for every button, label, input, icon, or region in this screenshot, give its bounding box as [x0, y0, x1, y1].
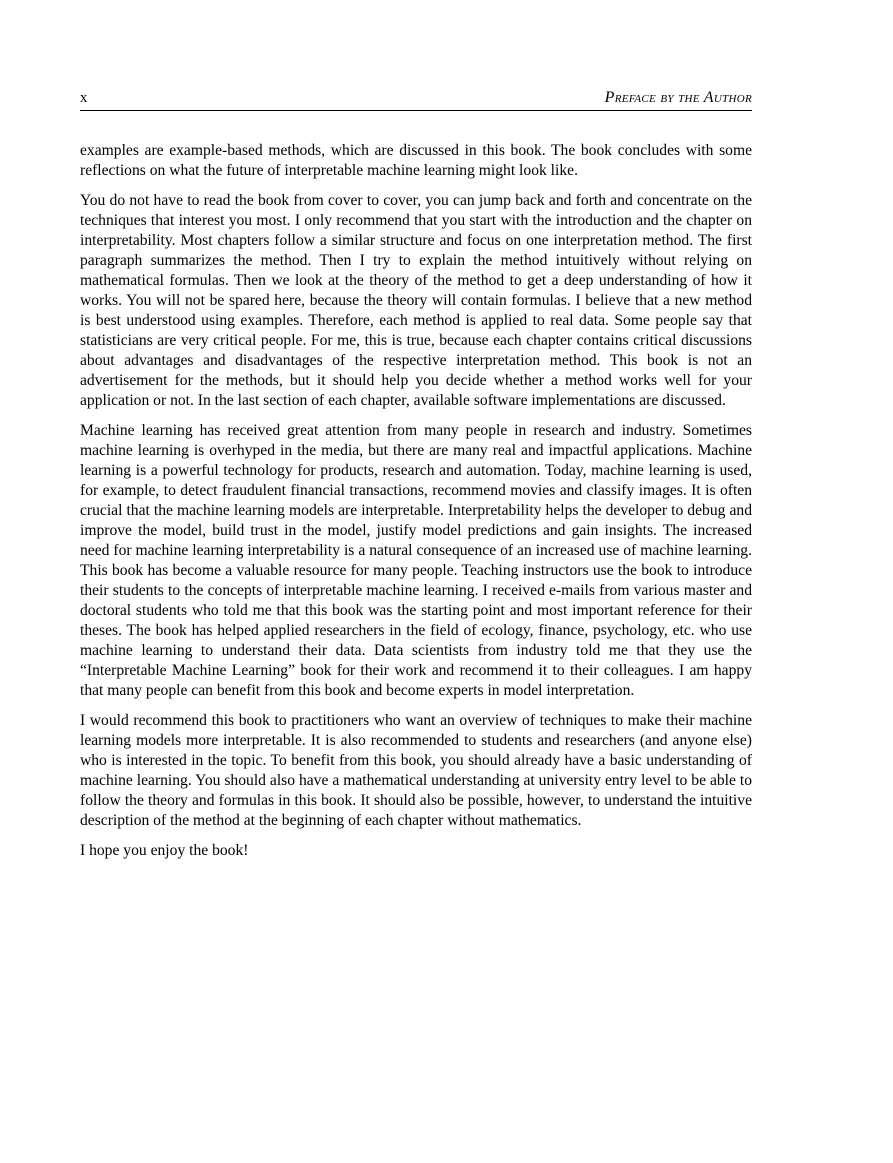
body-text: [80, 141, 752, 861]
paragraph: I would recommend this book to practitioners who want an overview of techniques to make their machine learning models more interpretable. It is also recommended to students and researchers (and anyone else) who is interested in the topic. To benefit from this book, you should already have a basic understanding of machine learning. You should also have a mathematical understanding at university entry level to be able to follow the theory and formulas in this book. It should also be possible, however, to understand the intuitive description of the method at the beginning of each chapter without mathematics.: [80, 712, 752, 829]
book-page: [80, 88, 752, 871]
running-title: Preface by the Author: [604, 89, 752, 106]
paragraph: I hope you enjoy the book!: [80, 842, 249, 859]
running-header: [80, 88, 752, 111]
paragraph: Machine learning has received great attention from many people in research and industry. Sometimes machine learning is overhyped in the media, but there are many real and impactful applications. Machine learning is a powerful technology for products, research and automation. Today, machine learning is used, for example, to detect fraudulent financial transactions, recommend movies and classify images. It is often crucial that the machine learning models are interpretable. Interpretability helps the developer to debug and improve the model, build trust in the model, justify model predictions and gain insights. The increased need for machine learning interpretability is a natural consequence of an increased use of machine learning. This book has become a valuable resource for many people. Teaching instructors use the book to introduce their students to the concepts of interpretable machine learning. I received e-mails from various master and doctoral students who told me that this book was the starting point and most important reference for their theses. The book has helped applied researchers in the field of ecology, finance, psychology, etc. who use machine learning to understand their data. Data scientists from industry told me that they use the “Interpretable Machine Learning” book for their work and recommend it to their colleagues. I am happy that many people can benefit from this book and become experts in model interpretation.: [80, 422, 752, 699]
paragraph: You do not have to read the book from cover to cover, you can jump back and forth and concentrate on the techniques that interest you most. I only recommend that you start with the introduction and the chapter on interpretability. Most chapters follow a similar structure and focus on one interpretation method. The first paragraph summarizes the method. Then I try to explain the method intuitively without relying on mathematical formulas. Then we look at the theory of the method to get a deep understanding of how it works. You will not be spared here, because the theory will contain formulas. I believe that a new method is best understood using examples. Therefore, each method is applied to real data. Some people say that statisticians are very critical people. For me, this is true, because each chapter contains critical discussions about advantages and disadvantages of the respective interpretation method. This book is not an advertisement for the methods, but it should help you decide whether a method works well for your application or not. In the last section of each chapter, available software implementations are discussed.: [80, 192, 752, 409]
page-number: x: [80, 90, 88, 106]
paragraph: examples are example-based methods, which are discussed in this book. The book concludes with some reflections on what the future of interpretable machine learning might look like.: [80, 142, 752, 179]
